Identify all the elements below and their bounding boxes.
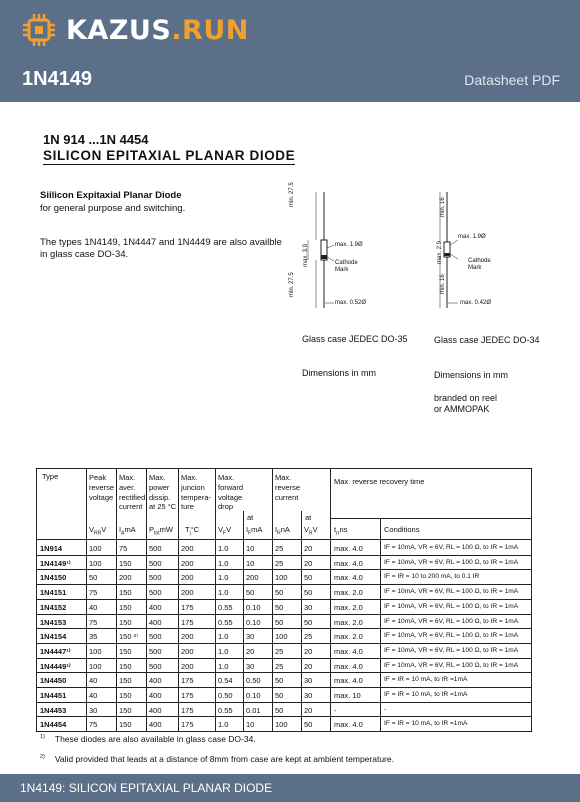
table-cell: IF = 10mA, VR = 6V, RL = 100 Ω, to IR = 1mA — [384, 544, 519, 551]
table-cell: IF = 10mA, VR = 6V, RL = 100 Ω, to IR = 1mA — [384, 632, 519, 640]
table-cell: 0.50 — [246, 676, 261, 686]
table-cell: 50 — [89, 573, 98, 583]
do35-diameter-body: max. 1.9Ø — [335, 242, 363, 248]
table-cell: 500 — [149, 661, 162, 671]
table-cell: 1.0 — [218, 632, 229, 642]
site-logo[interactable] — [22, 13, 249, 47]
table-cell: 200 — [181, 573, 194, 583]
table-cell: 100 — [89, 646, 102, 656]
do34-cathode-label: Cathode — [468, 258, 491, 264]
table-cell: 50 — [275, 617, 284, 627]
table-cell: 150 — [119, 646, 132, 656]
table-cell: 50 — [304, 617, 313, 627]
table-cell: 200 — [119, 573, 132, 583]
table-cell: 1.0 — [218, 588, 229, 598]
doc-types-note: The types 1N4149, 1N4447 and 1N4449 are also availble in glass case DO-34. — [40, 237, 282, 260]
table-cell: 35 — [89, 632, 98, 642]
forward-at-label: at — [247, 513, 254, 522]
col-power-header: Max. power dissip. at 25 °C — [149, 473, 177, 512]
unit-tj: $T_j^\circ C$ — [185, 525, 200, 537]
table-row-type: 1N4449¹⁾ — [40, 661, 71, 671]
table-cell: 500 — [149, 632, 162, 642]
table-cell: - — [384, 705, 387, 713]
col-forward-header: Max. forward voltage drop — [218, 473, 244, 512]
branded-reel-label: branded on reel — [434, 393, 498, 403]
table-cell: max. 4.0 — [334, 573, 363, 583]
unit-vrr: $V_{RR}V$ — [89, 525, 107, 537]
table-cell: 100 — [89, 544, 102, 553]
table-cell: max. 2.0 — [334, 632, 363, 642]
table-cell: IF = 10mA, VR = 6V, RL = 100 Ω, to IR = 1mA — [384, 617, 519, 625]
table-cell: 25 — [275, 544, 284, 553]
table-cell: 175 — [181, 602, 194, 612]
table-cell: 0.01 — [246, 705, 261, 715]
col-aver-header: Max. aver. rectified current — [119, 473, 146, 512]
table-cell: 200 — [181, 646, 194, 656]
table-cell: 1.0 — [218, 573, 229, 583]
col-reverse-header: Max. reverse current — [275, 473, 301, 502]
table-cell: max. 4.0 — [334, 558, 363, 568]
table-cell: 75 — [89, 617, 98, 627]
table-cell: 500 — [149, 573, 162, 583]
table-cell: 20 — [304, 646, 313, 656]
table-cell: 1.0 — [218, 544, 229, 553]
table-cell: 150 — [119, 705, 132, 715]
table-cell: 30 — [246, 632, 255, 642]
table-cell: 400 — [149, 720, 162, 730]
table-cell: 400 — [149, 602, 162, 612]
table-cell: 150 — [119, 558, 132, 568]
unit-conditions: Conditions — [384, 525, 420, 534]
table-cell: 150 — [119, 720, 132, 730]
table-cell: IF = IR = 10 to 200 mA, to 0.1 IR — [384, 573, 480, 581]
table-cell: max. 4.0 — [334, 544, 363, 553]
table-cell: max. 4.0 — [334, 661, 363, 671]
table-cell: 100 — [275, 632, 288, 642]
doc-description: for general purpose and switching. — [40, 203, 186, 214]
table-row-type: 1N4154 — [40, 632, 67, 642]
site-header — [0, 0, 580, 102]
table-cell: 40 — [89, 602, 98, 612]
col-type-header: Type — [42, 472, 59, 481]
table-row-type: 1N4152 — [40, 602, 67, 612]
footer-title: 1N4149: SILICON EPITAXIAL PLANAR DIODE — [20, 781, 273, 795]
table-cell: IF = 10mA, VR = 6V, RL = 100 Ω, to IR = 1mA — [384, 661, 519, 669]
table-cell: 20 — [304, 558, 313, 568]
table-cell: max. 4.0 — [334, 720, 363, 730]
do34-min-bottom: min. 16 — [440, 274, 446, 294]
footnote-2: $^{2)}$ Valid provided that leads at a distance of 8mm from case are kept at ambient temperature. — [40, 754, 394, 764]
dimensions-label-1: Dimensions in mm — [302, 368, 377, 378]
table-cell: 150 — [119, 661, 132, 671]
table-cell: 50 — [246, 588, 255, 598]
ratings-table — [36, 468, 532, 732]
table-cell: 50 — [275, 602, 284, 612]
table-row-type: 1N4150 — [40, 573, 67, 583]
table-cell: 500 — [149, 588, 162, 598]
table-cell: 20 — [304, 705, 313, 715]
table-cell: 50 — [275, 676, 284, 686]
table-cell: 175 — [181, 676, 194, 686]
table-cell: 25 — [275, 558, 284, 568]
table-cell: max. 4.0 — [334, 646, 363, 656]
ammopak-label: or AMMOPAK — [434, 404, 490, 414]
do35-diameter-lead: max. 0.52Ø — [335, 300, 367, 306]
table-row-type: 1N4454 — [40, 720, 67, 730]
table-cell: 0.50 — [218, 691, 233, 700]
table-cell: 30 — [304, 602, 313, 612]
unit-if: $I_FmA$ — [246, 525, 263, 537]
table-cell: 100 — [89, 661, 102, 671]
table-cell: IF = IR = 10 mA, to IR =1mA — [384, 720, 468, 728]
case-do35-label: Glass case JEDEC DO-35 — [302, 334, 408, 344]
part-number: 1N4149 — [22, 68, 93, 90]
site-footer — [0, 774, 580, 802]
unit-ia: $I_AmA$ — [119, 525, 136, 537]
table-cell: 200 — [181, 544, 194, 553]
col-peak-header: Peak reverse voltage — [89, 473, 115, 502]
table-cell: 175 — [181, 705, 194, 715]
table-cell: 10 — [246, 544, 255, 553]
case-do34-label: Glass case JEDEC DO-34 — [434, 335, 540, 345]
table-cell: 1.0 — [218, 646, 229, 656]
reverse-at-label: at — [305, 513, 312, 522]
table-cell: 400 — [149, 617, 162, 627]
table-cell: 100 — [89, 558, 102, 568]
table-cell: IF = 10mA, VR = 6V, RL = 100 Ω, to IR = 1mA — [384, 646, 519, 654]
dimensions-label-2: Dimensions in mm — [434, 370, 509, 380]
table-cell: 30 — [304, 676, 313, 686]
datasheet-label: Datasheet PDF — [464, 72, 560, 88]
table-cell: 100 — [275, 573, 288, 583]
table-cell: max. 2.0 — [334, 602, 363, 612]
table-cell: 20 — [304, 661, 313, 671]
table-cell: 25 — [275, 646, 284, 656]
table-cell: 150 — [119, 602, 132, 612]
col-junction-header: Max. juncion tempera- ture — [181, 473, 212, 512]
table-row-type: 1N4151 — [40, 588, 67, 598]
do35-min-bottom: min. 27.5 — [289, 272, 295, 297]
table-cell: 30 — [246, 661, 255, 671]
table-cell: 20 — [304, 544, 313, 553]
table-cell: 175 — [181, 691, 194, 700]
table-cell: 150 — [119, 588, 132, 598]
do34-min-top: min. 16 — [440, 197, 446, 217]
table-cell: 0.54 — [218, 676, 233, 686]
datasheet-page — [0, 102, 580, 774]
do34-mark-label: Mark — [468, 265, 482, 271]
doc-subtitle: Siilicon Expitaxial Planar Diode — [40, 190, 182, 201]
logo-text: KAZUS.RUN — [66, 14, 249, 46]
table-cell: IF = 10mA, VR = 6V, RL = 100 Ω, to IR = 1mA — [384, 602, 519, 610]
table-cell: 500 — [149, 646, 162, 656]
table-cell: 25 — [275, 661, 284, 671]
table-cell: max. 4.0 — [334, 676, 363, 686]
table-cell: 1.0 — [218, 720, 229, 730]
do35-mark-label: Mark — [335, 267, 349, 273]
table-row-type: 1N4451 — [40, 691, 67, 700]
table-cell: 10 — [246, 558, 255, 568]
table-cell: 175 — [181, 617, 194, 627]
table-cell: 400 — [149, 691, 162, 700]
unit-trr: $t_{rr}ns$ — [334, 525, 348, 537]
table-cell: 40 — [89, 691, 98, 700]
table-cell: 75 — [119, 544, 128, 553]
unit-ir: $I_RnA$ — [275, 525, 290, 537]
table-cell: 500 — [149, 544, 162, 553]
do34-max-body: max. 2.9 — [437, 240, 443, 264]
chip-icon — [22, 13, 56, 47]
table-cell: 0.55 — [218, 617, 233, 627]
table-cell: 20 — [246, 646, 255, 656]
table-cell: 0.10 — [246, 617, 261, 627]
table-cell: 200 — [181, 661, 194, 671]
table-cell: 30 — [89, 705, 98, 715]
table-cell: 30 — [304, 691, 313, 700]
table-cell: 400 — [149, 705, 162, 715]
table-cell: max. 2.0 — [334, 588, 363, 598]
do35-max-body: max. 3.9 — [303, 243, 309, 267]
table-cell: 150 ²⁾ — [119, 632, 138, 642]
table-cell: 10 — [246, 720, 255, 730]
table-row-type: 1N4450 — [40, 676, 67, 686]
table-cell: 150 — [119, 691, 132, 700]
table-cell: 200 — [181, 558, 194, 568]
table-cell: 200 — [181, 632, 194, 642]
table-body — [37, 540, 531, 731]
table-row-type: 1N4447¹⁾ — [40, 646, 71, 656]
table-cell: 175 — [181, 720, 194, 730]
table-cell: 150 — [119, 676, 132, 686]
table-cell: IF = 10mA, VR = 6V, RL = 100 Ω, to IR = 1mA — [384, 558, 519, 566]
table-cell: 0.10 — [246, 602, 261, 612]
table-cell: 1.0 — [218, 661, 229, 671]
table-cell: 100 — [275, 720, 288, 730]
doc-title: SILICON EPITAXIAL PLANAR DIODE — [43, 148, 296, 163]
table-cell: IF = IR = 10 mA, to IR =1mA — [384, 691, 468, 698]
table-cell: 50 — [304, 720, 313, 730]
table-cell: 1.0 — [218, 558, 229, 568]
table-cell: 0.55 — [218, 602, 233, 612]
table-cell: 200 — [181, 588, 194, 598]
do34-diameter-body: max. 1.9Ø — [458, 234, 486, 240]
footnote-1: $^{1)}$ These diodes are also available in glass case DO-34. — [40, 734, 256, 744]
unit-vf: $V_FV$ — [218, 525, 232, 537]
table-row-type: 1N914 — [40, 544, 63, 553]
table-cell: 500 — [149, 558, 162, 568]
table-cell: 50 — [275, 588, 284, 598]
table-row-type: 1N4149¹⁾ — [40, 558, 71, 568]
table-cell: 0.55 — [218, 705, 233, 715]
table-cell: IF = IR = 10 mA, to IR =1mA — [384, 676, 468, 684]
table-cell: 50 — [304, 573, 313, 583]
do35-cathode-label: Cathode — [335, 260, 358, 266]
doc-title-range: 1N 914 ...1N 4454 — [43, 132, 149, 147]
table-row-type: 1N4453 — [40, 705, 67, 715]
do34-diameter-lead: max. 0.42Ø — [460, 300, 492, 306]
table-cell: 75 — [89, 720, 98, 730]
table-cell: IF = 10mA, VR = 6V, RL = 100 Ω, to IR = 1mA — [384, 588, 519, 596]
table-row-type: 1N4153 — [40, 617, 67, 627]
table-cell: max. 10 — [334, 691, 361, 700]
table-cell: 200 — [246, 573, 259, 583]
table-cell: 50 — [304, 588, 313, 598]
table-cell: 400 — [149, 676, 162, 686]
table-cell: 50 — [275, 691, 284, 700]
table-cell: 50 — [275, 705, 284, 715]
do35-min-top: min. 27.5 — [289, 182, 295, 207]
table-cell: 150 — [119, 617, 132, 627]
table-cell: 0.10 — [246, 691, 261, 700]
unit-vr: $V_RV$ — [304, 525, 318, 537]
table-cell: max. 2.0 — [334, 617, 363, 627]
table-cell: - — [334, 705, 337, 715]
table-cell: 25 — [304, 632, 313, 642]
table-cell: 75 — [89, 588, 98, 598]
table-cell: 40 — [89, 676, 98, 686]
col-recovery-header: Max. reverse recovery time — [334, 477, 425, 486]
unit-ptot: $P_{tot}mW$ — [149, 525, 173, 537]
